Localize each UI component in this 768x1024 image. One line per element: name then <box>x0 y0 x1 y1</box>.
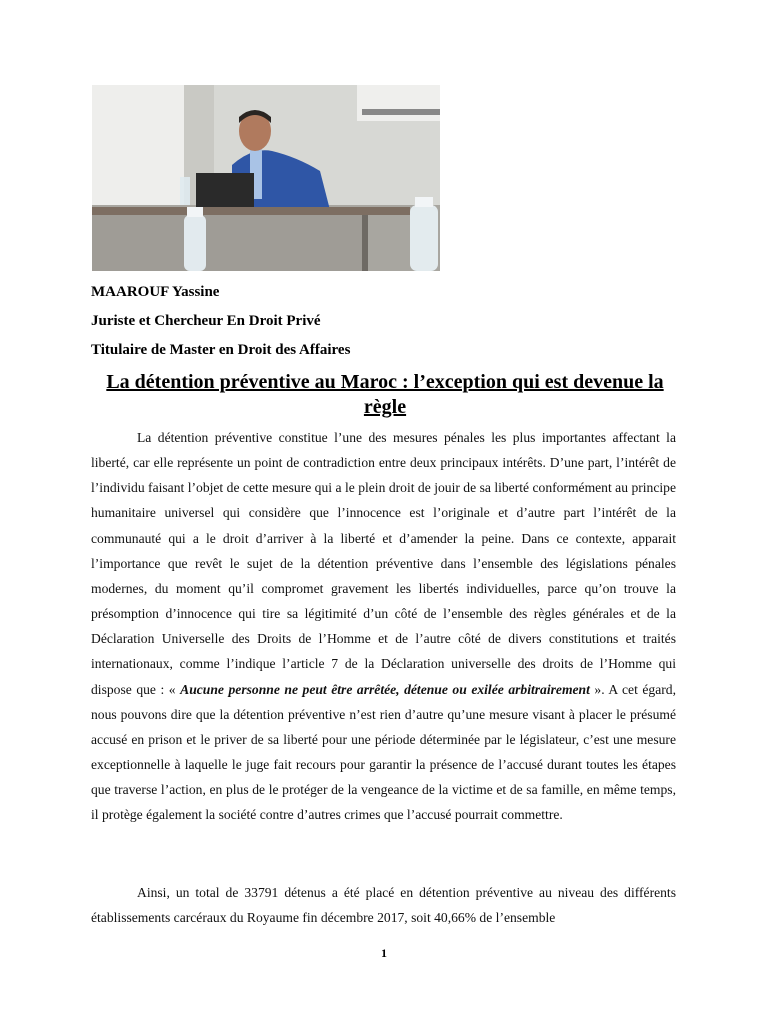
quoted-article-7: Aucune personne ne peut être arrêtée, détenue ou exilée arbitrairement <box>180 681 590 697</box>
page-number: 1 <box>381 946 387 960</box>
author-name: MAAROUF Yassine <box>91 284 220 300</box>
author-role: Juriste et Chercheur En Droit Privé <box>91 313 321 329</box>
article-title: La détention préventive au Maroc : l’exception qui est devenue la règle <box>106 371 664 418</box>
author-degree: Titulaire de Master en Droit des Affaires <box>91 342 351 358</box>
paragraph-1 <box>91 425 676 828</box>
author-photo <box>92 85 440 271</box>
paragraph-2: Ainsi, un total de 33791 détenus a été placé en détention préventive au niveau des différents établissements carcéraux du Royaume fin décembre 2017, soit 40,66% de l’ensemble <box>91 885 676 926</box>
paragraph-1-text: La détention préventive constitue l’une des mesures pénales les plus importantes affectant la liberté, car elle représente un point de contradiction entre deux principaux intérêts. D’une part, l’intérêt de l’individu faisant l’objet de cette mesure qui a le plein droit de jouir de sa liberté conformément au principe humanitaire universel qui considère que l’innocence est l’originale et d’autre part l’intérêt de la communauté qui a le droit d’arriver à la liberté et d’amender la peine. Dans ce contexte, apparait l’importance que revêt le sujet de la détention préventive dans l’ensemble des législations pénales modernes, du moment qu’il compromet gravement les libertés individuelles, parce qu’on trouve la présomption d’innocence qui tire sa légitimité d’un côté de l’ensemble des règles générales et de la Déclaration Universelle des Droits de l’Homme et de l’autre côté de divers constitutions et traités internationaux, comme l’indique l’article 7 de la Déclaration universelle des droits de l’Homme qui dispose que : « <box>91 430 676 697</box>
paragraph-1-continuation: ». A cet égard, nous pouvons dire que la détention préventive n’est rien d’autre qu’une mesure visant à placer le présumé accusé en prison et le priver de sa liberté pour une période déterminée par le législateur, c’est une mesure exceptionnelle à laquelle le juge fait recours pour garantir la présence de l’accusé durant toutes les étapes que traverse l’action, en plus de le protéger de la vengeance de la victime et de sa famille, en même temps, il protège également la société contre d’autres crimes que l’accusé pourrait commettre. <box>91 681 676 823</box>
author-photo-illustration <box>92 85 440 271</box>
